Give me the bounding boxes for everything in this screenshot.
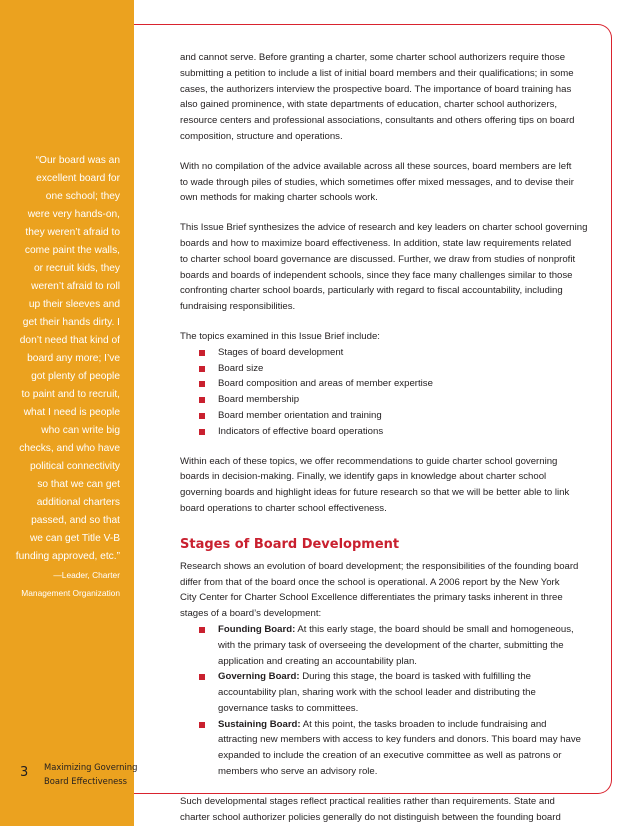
text-line: charter school authorizer policies generally do not distinguish between the founding board <box>180 811 561 823</box>
list-item <box>180 622 600 669</box>
list-item <box>180 717 600 780</box>
quote-line: we can get Title V-B <box>29 532 120 544</box>
text-line: cases, the authorizers interview the prospective board. The importance of board training has <box>180 83 572 95</box>
text-line: Research shows an evolution of board development; the responsibilities of the founding board <box>180 560 579 572</box>
list-item: Board member orientation and training <box>180 408 600 424</box>
pull-quote <box>12 152 120 603</box>
quote-line: get their hands dirty. I <box>22 316 120 328</box>
publication-title-line: Maximizing Governing <box>44 762 138 772</box>
list-item: Board composition and areas of member expertise <box>180 376 600 392</box>
quote-line: excellent board for <box>36 172 120 184</box>
bullet-square-icon <box>199 722 205 728</box>
quote-line: checks, and who have <box>19 442 120 454</box>
text-line: Within each of these topics, we offer recommendations to guide charter school governing <box>180 455 558 467</box>
quote-line: funding approved, etc.” <box>15 550 120 562</box>
publication-title-line: Board Effectiveness <box>44 776 128 786</box>
quote-line: so that we can get <box>37 478 120 490</box>
quote-line: political connectivity <box>29 460 120 472</box>
quote-line: what I need is people <box>23 406 120 418</box>
text-line: Sustaining Board: At this point, the tasks broaden to include fundraising and <box>218 718 547 730</box>
text-line: and cannot serve. Before granting a charter, some charter school authorizers require those <box>180 52 566 63</box>
page-number: 3 <box>20 765 29 780</box>
quote-line: got plenty of people <box>31 370 120 382</box>
topics-list <box>180 329 600 440</box>
text-line: boards and how to maximize board effectiveness. In addition, state law requirements related <box>180 237 572 249</box>
text-line: governance tasks to committees. <box>218 702 359 714</box>
bullet-square-icon <box>199 397 205 403</box>
bullet-square-icon <box>199 429 205 435</box>
paragraph <box>180 50 600 145</box>
text-line: board operations to charter school effectiveness. <box>180 502 387 514</box>
quote-line: or recruit kids, they <box>33 262 120 274</box>
list-item: Board size <box>180 361 600 377</box>
text-line: composition, structure and operations. <box>180 130 343 142</box>
quote-line: to paint and to recruit, <box>21 388 120 400</box>
text-line: to charter school board governance are discussed. Further, we draw from studies of nonprofit <box>180 253 576 265</box>
quote-attribution: Management Organization <box>21 588 120 599</box>
quote-line: board any more; I’ve <box>27 352 120 364</box>
quote-line: passed, and so that <box>31 514 120 526</box>
stages-list <box>180 622 600 780</box>
text-line: City Center for Charter School Excellence differentiates the primary tasks inherent in three <box>180 592 563 604</box>
page-footer <box>20 760 140 790</box>
stage-term: Sustaining Board: <box>218 718 301 730</box>
text-line: fundraising responsibilities. <box>180 301 296 313</box>
text-line: boards in decision-making. Finally, we identify gaps in knowledge about charter school <box>180 471 547 483</box>
list-item <box>180 669 600 716</box>
text-line: submitting a petition to include a list of initial board members and their qualifications; in some <box>180 67 574 79</box>
paragraph <box>180 559 600 622</box>
bullet-square-icon <box>199 674 205 680</box>
quote-line: “Our board was an <box>35 155 120 166</box>
bullet-square-icon <box>199 627 205 633</box>
paragraph <box>180 159 600 206</box>
quote-line: they weren’t afraid to <box>25 226 120 238</box>
paragraph <box>180 454 600 517</box>
publication-title <box>44 760 137 788</box>
quote-line: one school; they <box>45 190 120 202</box>
text-line: governing boards and highlight ideas for future research so that we will be better able to link <box>180 487 570 499</box>
text-line: With no compilation of the advice available across all these sources, board members are left <box>180 160 572 172</box>
text-line: resource centers and professional associations, consultants and others offering tips on board <box>180 115 575 127</box>
list-item: Stages of board development <box>180 345 600 361</box>
main-content <box>180 50 600 825</box>
bullet-square-icon <box>199 413 205 419</box>
text-line: differ from that of the board once the school is operational. A 2006 report by the New York <box>180 576 560 588</box>
quote-line: weren’t afraid to roll <box>31 280 120 292</box>
text-line: Governing Board: During this stage, the board is tasked with fulfilling the <box>218 671 532 683</box>
section-heading: Stages of Board Development <box>180 536 400 552</box>
text-line: Founding Board: At this early stage, the board should be small and homogeneous, <box>218 623 574 635</box>
text-line: confronting charter school boards, particularly with regard to fiscal accountability, including <box>180 285 563 297</box>
text-line: with the primary task of overseeing the development of the charter, submitting the <box>218 639 564 651</box>
paragraph <box>180 220 600 315</box>
quote-attribution: —Leader, Charter <box>53 569 120 580</box>
text-line: boards and boards of independent schools, since they face many challenges similar to those <box>180 269 573 281</box>
text-line: own methods for making charter schools work. <box>180 192 378 204</box>
bullet-square-icon <box>199 350 205 356</box>
stage-term: Governing Board: <box>218 671 300 683</box>
stage-term: Founding Board: <box>218 623 296 635</box>
text-line: accountability plan, sharing work with the school leader and distributing the <box>218 687 536 699</box>
text-line: attracting new members with access to key funders and donors. This board may have <box>218 734 581 746</box>
quote-line: up their sleeves and <box>28 298 120 310</box>
text-line: Such developmental stages reflect practical realities rather than requirements. State and <box>180 795 555 807</box>
text-line: application and creating an accountability plan. <box>218 655 417 667</box>
list-item: Board membership <box>180 392 600 408</box>
paragraph <box>180 794 600 826</box>
quote-line: who can write big <box>41 424 120 436</box>
text-line: This Issue Brief synthesizes the advice of research and key leaders on charter school governing <box>180 222 588 234</box>
quote-line: additional charters <box>36 496 120 508</box>
quote-line: were very hands-on, <box>27 208 120 220</box>
text-line: stages of a board’s development: <box>180 608 322 620</box>
text-line: members who serve an advisory role. <box>218 766 378 778</box>
bullet-square-icon <box>199 366 205 372</box>
list-item: Indicators of effective board operations <box>180 424 600 440</box>
text-line: to wade through piles of studies, which sometimes offer mixed messages, and to devise their <box>180 176 574 188</box>
quote-line: come paint the walls, <box>24 244 120 256</box>
text-line: also gained prominence, with state departments of education, charter school authorizers, <box>180 99 558 111</box>
quote-line: don’t need that kind of <box>19 334 120 346</box>
list-intro: The topics examined in this Issue Brief include: <box>180 330 380 342</box>
text-line: expanded to include the creation of an executive committee as well as patrons or <box>218 750 562 762</box>
bullet-square-icon <box>199 381 205 387</box>
